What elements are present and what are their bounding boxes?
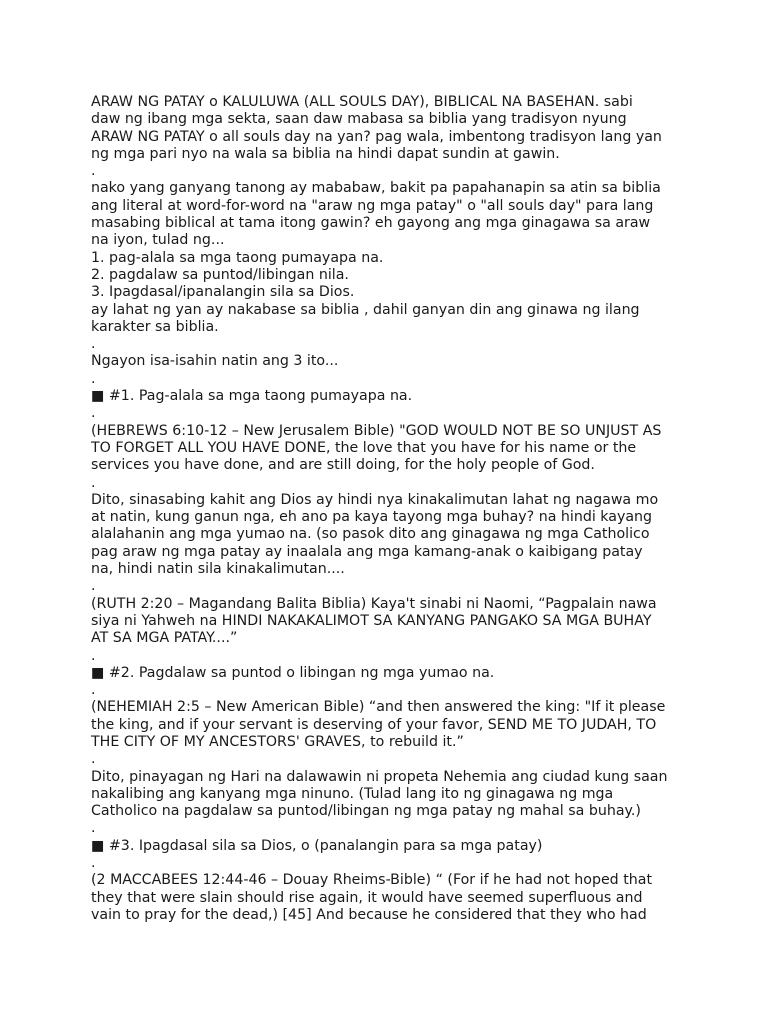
text-line: ARAW NG PATAY o all souls day na yan? pag wala, imbentong tradisyon lang yan <box>91 128 662 145</box>
text-line: they that were slain should rise again, it would have seemed superfluous and <box>91 889 643 906</box>
text-line: the king, and if your servant is deserving of your favor, SEND ME TO JUDAH, TO <box>91 716 657 733</box>
text-line: TO FORGET ALL YOU HAVE DONE, the love that you have for his name or the <box>91 439 637 456</box>
text-line: ng mga pari nyo na wala sa biblia na hindi dapat sundin at gawin. <box>91 145 560 162</box>
text-line: (RUTH 2:20 – Magandang Balita Biblia) Kaya't sinabi ni Naomi, “Pagpalain nawa <box>91 595 657 612</box>
separator-dot: . <box>91 820 96 837</box>
text-line: siya ni Yahweh na HINDI NAKAKALIMOT SA KANYANG PANGAKO SA MGA BUHAY <box>91 612 652 629</box>
list-item: 3. Ipagdasal/ipanalangin sila sa Dios. <box>91 284 355 301</box>
text-line: daw ng ibang mga sekta, saan daw mabasa sa biblia yang tradisyon nyung <box>91 111 627 128</box>
text-line: alalahanin ang mga yumao na. (so pasok dito ang ginagawa ng mga Catholico <box>91 526 650 543</box>
separator-dot: . <box>91 370 96 387</box>
text-line: vain to pray for the dead,) [45] And because he considered that they who had <box>91 906 647 923</box>
text-line: ARAW NG PATAY o KALULUWA (ALL SOULS DAY), BIBLICAL NA BASEHAN. sabi <box>91 94 633 110</box>
text-line: services you have done, and are still doing, for the holy people of God. <box>91 457 595 474</box>
text-line: Ngayon isa-isahin natin ang 3 ito... <box>91 353 339 370</box>
text-line: THE CITY OF MY ANCESTORS' GRAVES, to rebuild it.” <box>91 733 464 750</box>
separator-dot: . <box>91 682 96 699</box>
section-heading: ■ #1. Pag-alala sa mga taong pumayapa na. <box>91 388 413 405</box>
text-line: ang literal at word-for-word na "araw ng mga patay" o "all souls day" para lang <box>91 197 654 214</box>
text-line: AT SA MGA PATAY....” <box>91 630 238 647</box>
document-body <box>91 94 691 924</box>
text-line: masabing biblical at tama itong gawin? eh gayong ang mga ginagawa sa araw <box>91 215 651 232</box>
text-line: na iyon, tulad ng... <box>91 232 225 249</box>
separator-dot: . <box>91 336 96 353</box>
separator-dot: . <box>91 405 96 422</box>
separator-dot: . <box>91 751 96 768</box>
separator-dot: . <box>91 647 96 664</box>
separator-dot: . <box>91 855 96 872</box>
text-line: pag araw ng mga patay ay inaalala ang mga kamang-anak o kaibigang patay <box>91 543 643 560</box>
text-line: ay lahat ng yan ay nakabase sa biblia , dahil ganyan din ang ginawa ng ilang <box>91 301 640 318</box>
text-line: Dito, pinayagan ng Hari na dalawawin ni propeta Nehemia ang ciudad kung saan <box>91 768 668 785</box>
text-line: Catholico na pagdalaw sa puntod/libingan ng mga patay ng mahal sa buhay.) <box>91 803 641 820</box>
section-heading: ■ #3. Ipagdasal sila sa Dios, o (panalangin para sa mga patay) <box>91 837 543 854</box>
text-line: nako yang ganyang tanong ay mababaw, bakit pa papahanapin sa atin sa biblia <box>91 180 661 197</box>
text-line: (NEHEMIAH 2:5 – New American Bible) “and then answered the king: "If it please <box>91 699 666 716</box>
separator-dot: . <box>91 578 96 595</box>
text-line: (HEBREWS 6:10-12 – New Jerusalem Bible) "GOD WOULD NOT BE SO UNJUST AS <box>91 422 662 439</box>
text-line: na, hindi natin sila kinakalimutan.... <box>91 561 345 578</box>
list-item: 1. pag-alala sa mga taong pumayapa na. <box>91 249 384 266</box>
separator-dot: . <box>91 163 96 180</box>
text-line: Dito, sinasabing kahit ang Dios ay hindi nya kinakalimutan lahat ng nagawa mo <box>91 491 659 508</box>
text-line: karakter sa biblia. <box>91 318 219 335</box>
separator-dot: . <box>91 474 96 491</box>
section-heading: ■ #2. Pagdalaw sa puntod o libingan ng mga yumao na. <box>91 664 495 681</box>
list-item: 2. pagdalaw sa puntod/libingan nila. <box>91 266 349 283</box>
text-line: at natin, kung ganun nga, eh ano pa kaya tayong mga buhay? na hindi kayang <box>91 509 653 526</box>
text-line: (2 MACCABEES 12:44-46 – Douay Rheims-Bible) “ (For if he had not hoped that <box>91 872 653 889</box>
text-line: nakalibing ang kanyang mga ninuno. (Tulad lang ito ng ginagawa ng mga <box>91 785 614 802</box>
